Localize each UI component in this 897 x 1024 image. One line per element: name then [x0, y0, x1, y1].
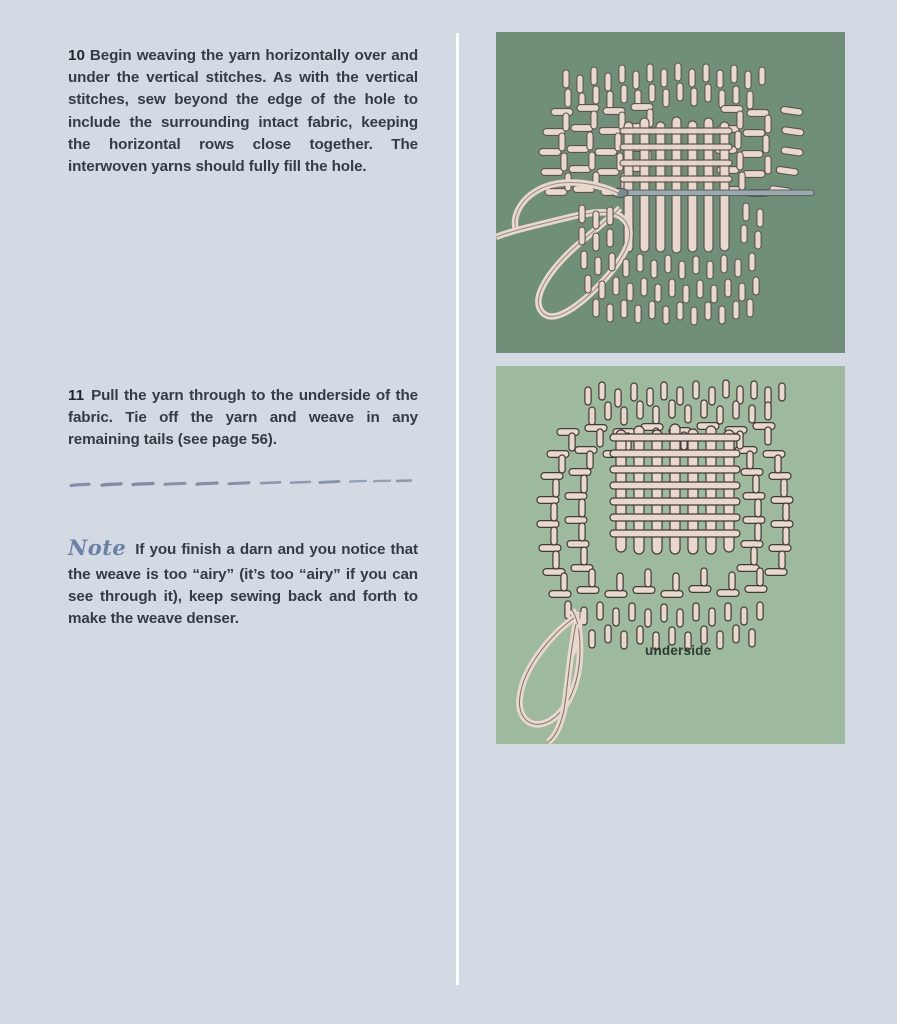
underside-caption: underside [645, 643, 712, 658]
illustration-weaving-in-progress [496, 32, 845, 353]
column-divider [456, 33, 459, 985]
step-10-paragraph [68, 45, 418, 178]
step-10-number: 10 [68, 47, 85, 65]
note-paragraph [68, 533, 418, 630]
step-10-text: Begin weaving the yarn horizontally over and under the vertical stitches. As with the vertical stitches, sew beyond the edge of the hole to include the surrounding intact fabric, keeping the horizontal rows close together. The interwoven yarns should fully fill the hole. [68, 47, 418, 175]
note-text: If you finish a darn and you notice that the weave is too “airy” (it’s too “airy” if you can see through it), keep sewing back and forth to make the weave denser. [68, 541, 418, 627]
note-label: Note [68, 535, 127, 561]
step-11-text: Pull the yarn through to the underside of the fabric. Tie off the yarn and weave in any remaining tails (see page 56). [68, 387, 418, 449]
step-11-number: 11 [68, 387, 85, 405]
illustration-finished-darn-underside [496, 366, 845, 744]
step-11-paragraph [68, 385, 418, 451]
hand-drawn-dashed-rule [69, 473, 415, 495]
